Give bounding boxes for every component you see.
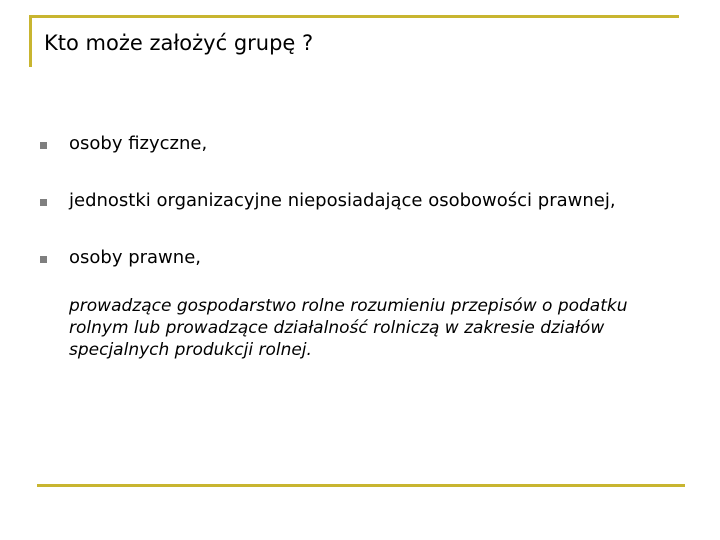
square-bullet-icon	[40, 199, 47, 206]
list-item	[40, 185, 700, 217]
square-bullet-icon	[40, 256, 47, 263]
bullet-list	[40, 128, 700, 299]
bullet-text: osoby prawne,	[69, 247, 201, 268]
bullet-text: jednostki organizacyjne nieposiadające osobowości prawnej,	[69, 190, 616, 211]
square-bullet-icon	[40, 142, 47, 149]
page-title: Kto może założyć grupę ?	[44, 31, 314, 55]
italic-note: prowadzące gospodarstwo rolne rozumieniu przepisów o podatku rolnym lub prowadzące działalność rolniczą w zakresie działów specjalnych produkcji rolnej.	[69, 296, 628, 360]
title-accent-vertical-line	[29, 15, 32, 67]
list-item	[40, 128, 700, 160]
footer-accent-line	[37, 484, 685, 487]
list-item	[40, 242, 700, 274]
bullet-text: osoby fizyczne,	[69, 133, 208, 154]
title-accent-top-line	[29, 15, 679, 18]
